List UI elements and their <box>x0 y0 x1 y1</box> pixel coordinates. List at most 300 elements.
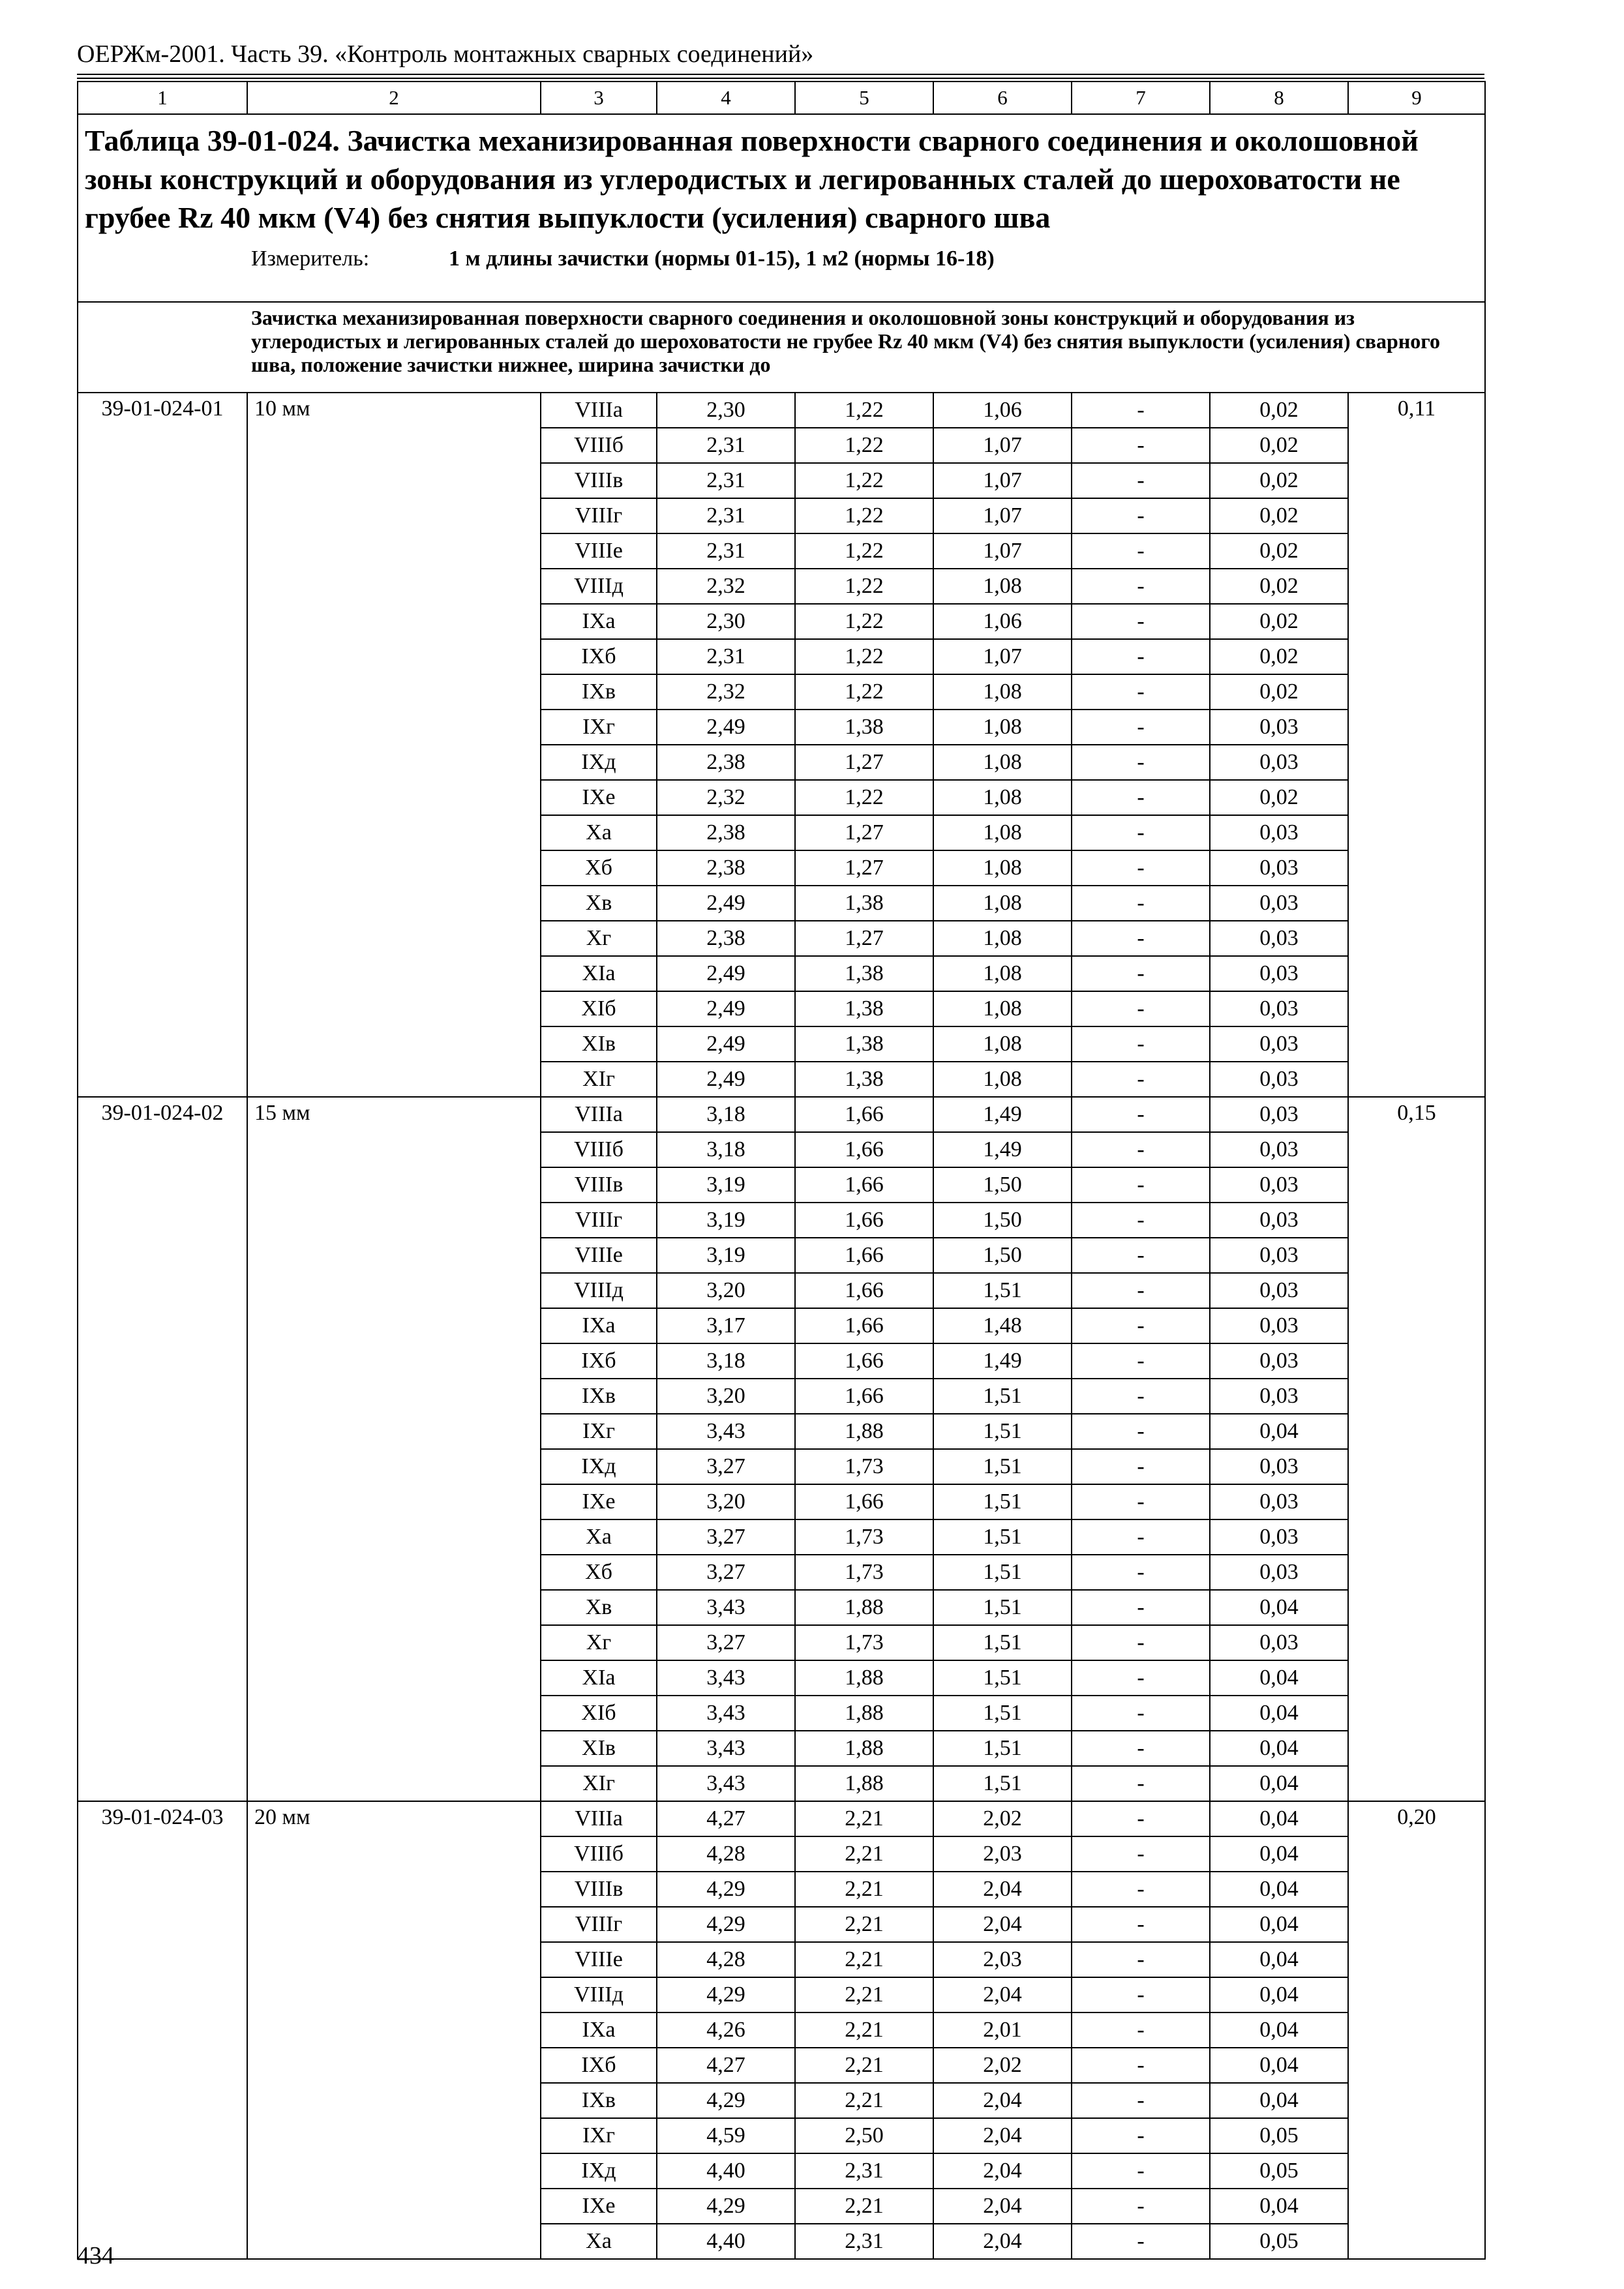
value-col5: 1,66 <box>795 1343 933 1379</box>
value-col8: 0,02 <box>1210 428 1348 463</box>
value-col8: 0,05 <box>1210 2153 1348 2189</box>
value-col6: 1,07 <box>933 533 1072 569</box>
page-number: 434 <box>77 2242 114 2269</box>
value-col6: 1,49 <box>933 1132 1072 1167</box>
value-col6: 1,08 <box>933 780 1072 815</box>
value-col8: 0,03 <box>1210 1238 1348 1273</box>
resource-class: IXд <box>541 745 657 780</box>
value-col7: - <box>1072 1555 1210 1590</box>
value-col8: 0,03 <box>1210 1203 1348 1238</box>
value-col8: 0,04 <box>1210 1801 1348 1836</box>
value-col5: 1,38 <box>795 1026 933 1062</box>
value-col5: 2,31 <box>795 2153 933 2189</box>
column-number: 3 <box>541 82 657 114</box>
column-number: 4 <box>657 82 795 114</box>
value-col6: 1,06 <box>933 604 1072 639</box>
value-col6: 2,04 <box>933 2224 1072 2259</box>
value-col6: 2,01 <box>933 2012 1072 2048</box>
value-col7: - <box>1072 1590 1210 1625</box>
value-col8: 0,04 <box>1210 1590 1348 1625</box>
value-col4: 2,49 <box>657 1026 795 1062</box>
value-col8: 0,03 <box>1210 886 1348 921</box>
value-col6: 1,51 <box>933 1555 1072 1590</box>
value-col8: 0,04 <box>1210 1766 1348 1801</box>
value-col6: 1,51 <box>933 1696 1072 1731</box>
value-col6: 1,51 <box>933 1731 1072 1766</box>
value-col8: 0,03 <box>1210 815 1348 850</box>
value-col6: 1,51 <box>933 1379 1072 1414</box>
value-col4: 4,28 <box>657 1942 795 1977</box>
value-col8: 0,05 <box>1210 2224 1348 2259</box>
value-col7: - <box>1072 498 1210 533</box>
value-col4: 2,31 <box>657 428 795 463</box>
value-col5: 1,22 <box>795 428 933 463</box>
value-col6: 2,04 <box>933 1872 1072 1907</box>
value-col4: 3,43 <box>657 1731 795 1766</box>
value-col8: 0,03 <box>1210 991 1348 1026</box>
value-col7: - <box>1072 1167 1210 1203</box>
resource-class: IXа <box>541 604 657 639</box>
value-col8: 0,03 <box>1210 1062 1348 1097</box>
value-col4: 4,29 <box>657 1977 795 2012</box>
resource-class: Xг <box>541 921 657 956</box>
value-col7: - <box>1072 1801 1210 1836</box>
table-row <box>78 393 1485 428</box>
value-col6: 1,08 <box>933 745 1072 780</box>
measure-label: Измеритель: <box>251 247 370 271</box>
value-col4: 2,49 <box>657 886 795 921</box>
value-col4: 4,27 <box>657 1801 795 1836</box>
value-col8: 0,04 <box>1210 1942 1348 1977</box>
value-col5: 2,21 <box>795 2048 933 2083</box>
value-col5: 1,38 <box>795 710 933 745</box>
value-col4: 2,30 <box>657 393 795 428</box>
column-number: 6 <box>933 82 1072 114</box>
column-number: 9 <box>1348 82 1485 114</box>
value-col7: - <box>1072 1907 1210 1942</box>
value-col6: 1,51 <box>933 1766 1072 1801</box>
resource-class: VIIIг <box>541 1907 657 1942</box>
value-col4: 3,43 <box>657 1660 795 1696</box>
value-col7: - <box>1072 921 1210 956</box>
resource-class: Xа <box>541 1519 657 1555</box>
resource-class: VIIIе <box>541 533 657 569</box>
value-col7: - <box>1072 2153 1210 2189</box>
value-col7: - <box>1072 1449 1210 1484</box>
value-col5: 1,66 <box>795 1132 933 1167</box>
value-col6: 2,04 <box>933 2153 1072 2189</box>
resource-class: XIб <box>541 1696 657 1731</box>
group-title: Зачистка механизированная поверхности сварного соединения и околошовной зоны конструкций и оборудования из углеродистых и легированных сталей до шероховатости не грубее Rz 40 мкм (V4) без снятия выпуклости (усиления) сварного шва, положение зачистки нижнее, ширина зачистки до <box>251 306 1441 376</box>
resource-class: Xв <box>541 886 657 921</box>
value-col4: 2,32 <box>657 569 795 604</box>
resource-class: VIIIв <box>541 1167 657 1203</box>
value-col8: 0,04 <box>1210 1660 1348 1696</box>
group-title-cell <box>78 302 1485 393</box>
value-col6: 2,02 <box>933 1801 1072 1836</box>
value-col8: 0,03 <box>1210 1273 1348 1308</box>
value-col8: 0,04 <box>1210 2083 1348 2118</box>
value-col5: 2,21 <box>795 1942 933 1977</box>
value-col8: 0,04 <box>1210 2048 1348 2083</box>
value-col4: 2,32 <box>657 674 795 710</box>
value-col4: 3,43 <box>657 1696 795 1731</box>
value-col8: 0,03 <box>1210 1167 1348 1203</box>
norms-table <box>77 81 1486 2260</box>
value-col7: - <box>1072 604 1210 639</box>
value-col6: 1,08 <box>933 886 1072 921</box>
column-number: 7 <box>1072 82 1210 114</box>
value-col4: 2,31 <box>657 639 795 674</box>
value-col8: 0,03 <box>1210 921 1348 956</box>
value-col6: 1,48 <box>933 1308 1072 1343</box>
value-col7: - <box>1072 463 1210 498</box>
value-col7: - <box>1072 1731 1210 1766</box>
value-col6: 2,04 <box>933 2083 1072 2118</box>
value-col5: 1,66 <box>795 1167 933 1203</box>
value-col5: 1,22 <box>795 533 933 569</box>
value-col5: 1,38 <box>795 1062 933 1097</box>
value-col7: - <box>1072 1625 1210 1660</box>
value-col5: 1,66 <box>795 1308 933 1343</box>
value-col6: 1,08 <box>933 991 1072 1026</box>
value-col8: 0,02 <box>1210 533 1348 569</box>
value-col4: 3,20 <box>657 1484 795 1519</box>
value-col6: 1,08 <box>933 710 1072 745</box>
value-col4: 2,31 <box>657 533 795 569</box>
value-col7: - <box>1072 2224 1210 2259</box>
value-col5: 1,22 <box>795 674 933 710</box>
value-col8: 0,04 <box>1210 1977 1348 2012</box>
value-col6: 1,08 <box>933 956 1072 991</box>
value-col6: 1,08 <box>933 569 1072 604</box>
resource-class: IXд <box>541 2153 657 2189</box>
resource-class: VIIIе <box>541 1238 657 1273</box>
value-col6: 2,04 <box>933 2189 1072 2224</box>
value-col6: 1,51 <box>933 1484 1072 1519</box>
value-col4: 3,18 <box>657 1097 795 1132</box>
resource-class: IXа <box>541 2012 657 2048</box>
column-number: 8 <box>1210 82 1348 114</box>
value-col8: 0,03 <box>1210 1343 1348 1379</box>
value-col7: - <box>1072 2189 1210 2224</box>
value-col5: 1,27 <box>795 850 933 886</box>
value-col6: 1,50 <box>933 1238 1072 1273</box>
value-col7: - <box>1072 393 1210 428</box>
value-col6: 1,50 <box>933 1203 1072 1238</box>
value-col6: 2,02 <box>933 2048 1072 2083</box>
value-col4: 3,17 <box>657 1308 795 1343</box>
value-col7: - <box>1072 1379 1210 1414</box>
column-number: 5 <box>795 82 933 114</box>
value-col8: 0,02 <box>1210 569 1348 604</box>
value-col7: - <box>1072 1696 1210 1731</box>
value-col6: 1,06 <box>933 393 1072 428</box>
value-col5: 2,21 <box>795 1907 933 1942</box>
value-col5: 1,22 <box>795 780 933 815</box>
value-col8: 0,03 <box>1210 956 1348 991</box>
resource-class: XIа <box>541 1660 657 1696</box>
value-col7: - <box>1072 1977 1210 2012</box>
value-col7: - <box>1072 815 1210 850</box>
value-col8: 0,03 <box>1210 1379 1348 1414</box>
value-col5: 1,22 <box>795 639 933 674</box>
value-col8: 0,03 <box>1210 1519 1348 1555</box>
value-col9: 0,15 <box>1348 1097 1485 1801</box>
resource-class: XIв <box>541 1026 657 1062</box>
value-col7: - <box>1072 639 1210 674</box>
value-col8: 0,03 <box>1210 1308 1348 1343</box>
value-col6: 1,49 <box>933 1097 1072 1132</box>
value-col4: 2,38 <box>657 815 795 850</box>
value-col4: 3,27 <box>657 1519 795 1555</box>
resource-class: XIг <box>541 1062 657 1097</box>
value-col8: 0,04 <box>1210 2012 1348 2048</box>
resource-class: IXв <box>541 674 657 710</box>
resource-class: IXг <box>541 710 657 745</box>
resource-class: IXе <box>541 780 657 815</box>
value-col4: 2,49 <box>657 991 795 1026</box>
value-col5: 1,66 <box>795 1484 933 1519</box>
table-title: Таблица 39-01-024. Зачистка механизированная поверхности сварного соединения и околошовной зоны конструкций и оборудования из углеродистых и легированных сталей до шероховатости не грубее Rz 40 мкм (V4) без снятия выпуклости (усиления) сварного шва <box>85 124 1419 234</box>
value-col7: - <box>1072 2118 1210 2153</box>
resource-class: IXа <box>541 1308 657 1343</box>
value-col8: 0,02 <box>1210 780 1348 815</box>
header-rule-double <box>77 78 1484 79</box>
value-col6: 1,08 <box>933 1062 1072 1097</box>
value-col4: 4,29 <box>657 1907 795 1942</box>
value-col6: 1,51 <box>933 1660 1072 1696</box>
value-col5: 1,66 <box>795 1203 933 1238</box>
value-col5: 1,88 <box>795 1696 933 1731</box>
value-col4: 4,59 <box>657 2118 795 2153</box>
value-col8: 0,03 <box>1210 1449 1348 1484</box>
table-title-row <box>78 114 1485 302</box>
value-col6: 1,51 <box>933 1625 1072 1660</box>
value-col8: 0,02 <box>1210 604 1348 639</box>
value-col7: - <box>1072 886 1210 921</box>
value-col5: 1,66 <box>795 1238 933 1273</box>
value-col4: 3,43 <box>657 1414 795 1449</box>
value-col4: 3,43 <box>657 1766 795 1801</box>
value-col4: 2,38 <box>657 850 795 886</box>
resource-class: Xа <box>541 815 657 850</box>
value-col7: - <box>1072 1519 1210 1555</box>
value-col5: 1,38 <box>795 991 933 1026</box>
resource-class: IXе <box>541 1484 657 1519</box>
value-col7: - <box>1072 1766 1210 1801</box>
value-col7: - <box>1072 1132 1210 1167</box>
value-col5: 1,38 <box>795 886 933 921</box>
value-col7: - <box>1072 1836 1210 1872</box>
value-col5: 1,38 <box>795 956 933 991</box>
norm-code: 39-01-024-02 <box>78 1097 247 1801</box>
value-col7: - <box>1072 2012 1210 2048</box>
resource-class: VIIIа <box>541 1801 657 1836</box>
value-col5: 1,73 <box>795 1519 933 1555</box>
value-col7: - <box>1072 1484 1210 1519</box>
value-col5: 1,88 <box>795 1414 933 1449</box>
value-col7: - <box>1072 1872 1210 1907</box>
value-col4: 2,30 <box>657 604 795 639</box>
value-col8: 0,02 <box>1210 463 1348 498</box>
value-col6: 1,08 <box>933 1026 1072 1062</box>
value-col8: 0,02 <box>1210 498 1348 533</box>
value-col4: 3,18 <box>657 1343 795 1379</box>
value-col4: 4,26 <box>657 2012 795 2048</box>
value-col8: 0,03 <box>1210 745 1348 780</box>
resource-class: VIIIв <box>541 1872 657 1907</box>
resource-class: VIIIг <box>541 1203 657 1238</box>
value-col7: - <box>1072 674 1210 710</box>
value-col4: 3,27 <box>657 1555 795 1590</box>
value-col5: 1,88 <box>795 1766 933 1801</box>
resource-class: Xб <box>541 1555 657 1590</box>
value-col4: 2,49 <box>657 956 795 991</box>
value-col6: 1,51 <box>933 1590 1072 1625</box>
value-col6: 1,07 <box>933 498 1072 533</box>
resource-class: VIIIе <box>541 1942 657 1977</box>
cleaning-width: 20 мм <box>247 1801 541 2259</box>
value-col7: - <box>1072 428 1210 463</box>
value-col5: 1,22 <box>795 463 933 498</box>
value-col5: 1,73 <box>795 1625 933 1660</box>
resource-class: IXг <box>541 2118 657 2153</box>
value-col9: 0,11 <box>1348 393 1485 1097</box>
value-col5: 2,21 <box>795 2189 933 2224</box>
value-col8: 0,04 <box>1210 1872 1348 1907</box>
value-col8: 0,02 <box>1210 393 1348 428</box>
value-col7: - <box>1072 1062 1210 1097</box>
value-col5: 1,88 <box>795 1660 933 1696</box>
resource-class: IXб <box>541 1343 657 1379</box>
value-col6: 2,03 <box>933 1942 1072 1977</box>
value-col7: - <box>1072 1660 1210 1696</box>
resource-class: IXб <box>541 639 657 674</box>
value-col8: 0,03 <box>1210 710 1348 745</box>
table-title-cell <box>78 114 1485 302</box>
value-col6: 2,03 <box>933 1836 1072 1872</box>
value-col5: 1,22 <box>795 604 933 639</box>
resource-class: IXг <box>541 1414 657 1449</box>
value-col6: 1,07 <box>933 428 1072 463</box>
value-col7: - <box>1072 1238 1210 1273</box>
cleaning-width: 10 мм <box>247 393 541 1097</box>
value-col4: 4,28 <box>657 1836 795 1872</box>
cleaning-width: 15 мм <box>247 1097 541 1801</box>
resource-class: VIIIд <box>541 1273 657 1308</box>
value-col8: 0,04 <box>1210 1907 1348 1942</box>
value-col8: 0,03 <box>1210 850 1348 886</box>
value-col5: 1,66 <box>795 1379 933 1414</box>
value-col4: 3,19 <box>657 1167 795 1203</box>
value-col5: 1,22 <box>795 393 933 428</box>
resource-class: IXд <box>541 1449 657 1484</box>
value-col4: 2,31 <box>657 463 795 498</box>
value-col6: 1,51 <box>933 1414 1072 1449</box>
measure-line <box>78 241 1484 280</box>
resource-class: VIIIг <box>541 498 657 533</box>
value-col8: 0,04 <box>1210 1836 1348 1872</box>
resource-class: VIIIб <box>541 1132 657 1167</box>
value-col7: - <box>1072 1343 1210 1379</box>
resource-class: VIIIб <box>541 1836 657 1872</box>
value-col5: 1,22 <box>795 498 933 533</box>
value-col5: 2,21 <box>795 1801 933 1836</box>
column-number: 2 <box>247 82 541 114</box>
value-col4: 3,19 <box>657 1238 795 1273</box>
value-col7: - <box>1072 1026 1210 1062</box>
value-col5: 1,88 <box>795 1590 933 1625</box>
value-col4: 4,40 <box>657 2153 795 2189</box>
value-col5: 1,22 <box>795 569 933 604</box>
value-col7: - <box>1072 745 1210 780</box>
value-col4: 3,27 <box>657 1625 795 1660</box>
value-col4: 4,40 <box>657 2224 795 2259</box>
value-col6: 2,04 <box>933 1907 1072 1942</box>
value-col5: 2,50 <box>795 2118 933 2153</box>
value-col8: 0,03 <box>1210 1625 1348 1660</box>
value-col7: - <box>1072 1203 1210 1238</box>
resource-class: XIв <box>541 1731 657 1766</box>
value-col5: 1,88 <box>795 1731 933 1766</box>
value-col4: 3,43 <box>657 1590 795 1625</box>
value-col5: 2,21 <box>795 1836 933 1872</box>
table-row <box>78 1801 1485 1836</box>
value-col4: 4,29 <box>657 2083 795 2118</box>
value-col6: 2,04 <box>933 1977 1072 2012</box>
value-col4: 2,38 <box>657 745 795 780</box>
value-col4: 3,27 <box>657 1449 795 1484</box>
value-col4: 2,49 <box>657 710 795 745</box>
value-col7: - <box>1072 710 1210 745</box>
value-col4: 3,20 <box>657 1379 795 1414</box>
value-col6: 1,50 <box>933 1167 1072 1203</box>
value-col4: 3,19 <box>657 1203 795 1238</box>
resource-class: Xг <box>541 1625 657 1660</box>
value-col7: - <box>1072 533 1210 569</box>
column-number: 1 <box>78 82 247 114</box>
value-col5: 1,73 <box>795 1555 933 1590</box>
value-col4: 2,49 <box>657 1062 795 1097</box>
measure-value: 1 м длины зачистки (нормы 01-15), 1 м2 (нормы 16-18) <box>449 247 995 271</box>
value-col8: 0,02 <box>1210 674 1348 710</box>
resource-class: Xв <box>541 1590 657 1625</box>
group-title-row <box>78 302 1485 393</box>
resource-class: XIг <box>541 1766 657 1801</box>
value-col6: 1,49 <box>933 1343 1072 1379</box>
value-col5: 1,27 <box>795 815 933 850</box>
value-col4: 3,18 <box>657 1132 795 1167</box>
resource-class: XIб <box>541 991 657 1026</box>
value-col4: 2,31 <box>657 498 795 533</box>
resource-class: XIа <box>541 956 657 991</box>
value-col6: 1,51 <box>933 1273 1072 1308</box>
value-col5: 1,66 <box>795 1097 933 1132</box>
value-col8: 0,04 <box>1210 1414 1348 1449</box>
norm-code: 39-01-024-01 <box>78 393 247 1097</box>
value-col8: 0,03 <box>1210 1555 1348 1590</box>
value-col8: 0,04 <box>1210 2189 1348 2224</box>
value-col8: 0,04 <box>1210 1696 1348 1731</box>
value-col6: 1,08 <box>933 850 1072 886</box>
value-col6: 1,51 <box>933 1519 1072 1555</box>
value-col5: 2,21 <box>795 1872 933 1907</box>
value-col8: 0,04 <box>1210 1731 1348 1766</box>
value-col4: 2,32 <box>657 780 795 815</box>
value-col5: 1,27 <box>795 921 933 956</box>
value-col6: 1,08 <box>933 815 1072 850</box>
